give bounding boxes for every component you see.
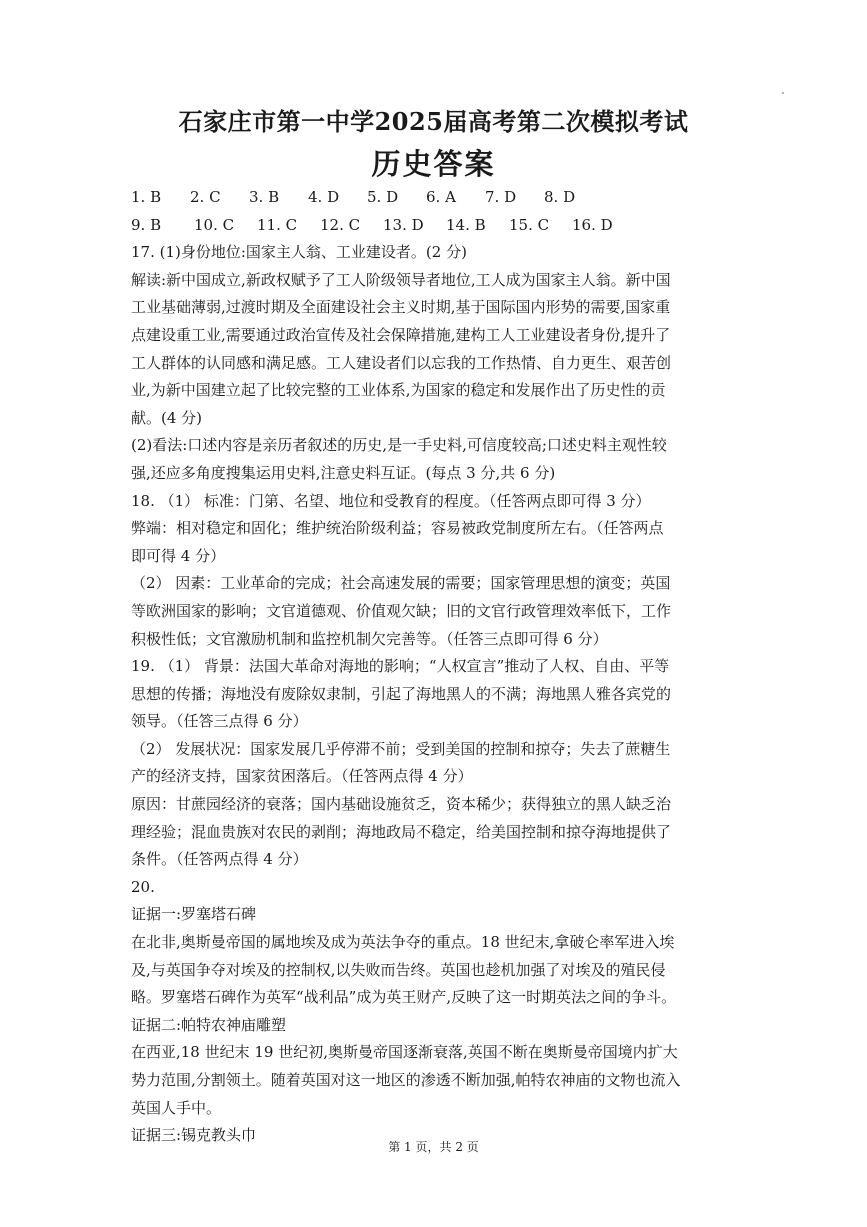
choice-answer: 6. A (426, 188, 456, 206)
choice-answer: 2. C (190, 188, 221, 206)
evidence-1-heading: 证据一:罗塞塔石碑 (131, 905, 257, 924)
exam-title: 石家庄市第一中学2025届高考第二次模拟考试 (178, 107, 689, 136)
answer-20-number: 20. (131, 877, 155, 896)
answer-18-part-1: 18. （1） 标准：门第、名望、地位和受教育的程度。（任答两点即可得 3 分） (131, 491, 651, 510)
answer-19-part-2: 产的经济支持，国家贫困落后。（任答两点得 4 分） (131, 767, 473, 786)
choice-answer: 7. D (485, 188, 517, 206)
answer-17-explanation: 工人群体的认同感和满足感。工人建设者们以忘我的工作热情、自力更生、艰苦创 (131, 353, 672, 372)
evidence-2-heading: 证据二:帕特农神庙雕塑 (131, 1015, 287, 1034)
evidence-1-text: 在北非,奥斯曼帝国的属地埃及成为英法争夺的重点。18 世纪末,拿破仑率军进入埃 (131, 933, 675, 952)
scan-speck (782, 92, 784, 94)
choice-answer: 5. D (367, 188, 399, 206)
answer-19-part-1: 19. （1） 背景：法国大革命对海地的影响；“人权宣言”推动了人权、自由、平等 (131, 657, 670, 676)
choice-answer: 15. C (509, 215, 550, 234)
evidence-1-text: 略。罗塞塔石碑作为英军“战利品”成为英王财产,反映了这一时期英法之间的争斗。 (131, 988, 677, 1007)
choice-answer: 4. D (308, 188, 340, 206)
answer-19-reasons: 条件。（任答两点得 4 分） (131, 850, 308, 869)
choice-answer: 13. D (383, 215, 424, 234)
choice-answers-row-2 (131, 212, 741, 240)
choice-answer: 16. D (572, 215, 613, 234)
choice-answers-row-1 (131, 184, 741, 212)
page-footer: 第 1 页，共 2 页 (388, 1140, 479, 1154)
answer-19-part-1: 领导。（任答三点得 6 分） (131, 712, 308, 731)
answer-18-part-1: 即可得 4 分） (131, 546, 226, 565)
answer-17-part-2: (2)看法:口述内容是亲历者叙述的历史,是一手史料,可信度较高;口述史料主观性较 (131, 436, 667, 455)
answer-18-part-2: 积极性低；文官激励机制和监控机制欠完善等。（任答三点即可得 6 分） (131, 629, 608, 648)
evidence-2-text: 英国人手中。 (131, 1098, 222, 1117)
answer-18-part-2: （2） 因素：工业革命的完成；社会高速发展的需要；国家管理思想的演变；英国 (131, 574, 671, 593)
evidence-3-heading: 证据三:锡克教头巾 (131, 1126, 257, 1145)
answer-17-explanation: 解读:新中国成立,新政权赋予了工人阶级领导者地位,工人成为国家主人翁。新中国 (131, 270, 671, 289)
answer-17-part-2: 强,还应多角度搜集运用史料,注意史料互证。(每点 3 分,共 6 分) (131, 463, 556, 482)
answer-19-part-2: （2） 发展状况：国家发展几乎停滞不前；受到美国的控制和掠夺；失去了蔗糖生 (131, 739, 671, 758)
evidence-2-text: 在西亚,18 世纪末 19 世纪初,奥斯曼帝国逐渐衰落,英国不断在奥斯曼帝国境内扩大 (131, 1043, 678, 1062)
answer-17-part-1: 17. (1)身份地位:国家主人翁、工业建设者。(2 分) (131, 243, 467, 262)
choice-answer: 11. C (257, 215, 298, 234)
answer-17-explanation: 献。(4 分) (131, 408, 203, 427)
answer-18-part-2: 等欧洲国家的影响；文官道德观、价值观欠缺；旧的文官行政管理效率低下，工作 (131, 601, 672, 620)
exam-subtitle: 历史答案 (371, 147, 496, 181)
answer-18-part-1: 弊端：相对稳定和固化；维护统治阶级利益；容易被政党制度所左右。（任答两点 (131, 519, 664, 538)
choice-answer: 9. B (131, 215, 162, 234)
answer-19-part-1: 思想的传播；海地没有废除奴隶制，引起了海地黑人的不满；海地黑人雅各宾党的 (131, 684, 672, 703)
choice-answer: 14. B (446, 215, 486, 234)
choice-answer: 10. C (194, 215, 235, 234)
choice-answer: 12. C (320, 215, 361, 234)
answer-19-reasons: 原因：甘蔗园经济的衰落；国内基础设施贫乏，资本稀少；获得独立的黑人缺乏治 (131, 795, 672, 814)
choice-answer: 8. D (544, 188, 576, 206)
answer-body (131, 184, 741, 1150)
answer-19-reasons: 理经验；混血贵族对农民的剥削；海地政局不稳定，给美国控制和掠夺海地提供了 (131, 822, 672, 841)
evidence-1-text: 及,与英国争夺对埃及的控制权,以失败而告终。英国也趁机加强了对埃及的殖民侵 (131, 960, 666, 979)
choice-answer: 3. B (249, 188, 280, 206)
evidence-2-text: 势力范围,分割领土。随着英国对这一地区的渗透不断加强,帕特农神庙的文物也流入 (131, 1071, 681, 1089)
answer-17-explanation: 点建设重工业,需要通过政治宣传及社会保障措施,建构工人工业建设者身份,提升了 (131, 325, 671, 344)
choice-answer: 1. B (131, 188, 162, 206)
answer-17-explanation: 工业基础薄弱,过渡时期及全面建设社会主义时期,基于国际国内形势的需要,国家重 (131, 298, 671, 317)
answer-17-explanation: 业,为新中国建立起了比较完整的工业体系,为国家的稳定和发展作出了历史性的贡 (131, 381, 666, 400)
